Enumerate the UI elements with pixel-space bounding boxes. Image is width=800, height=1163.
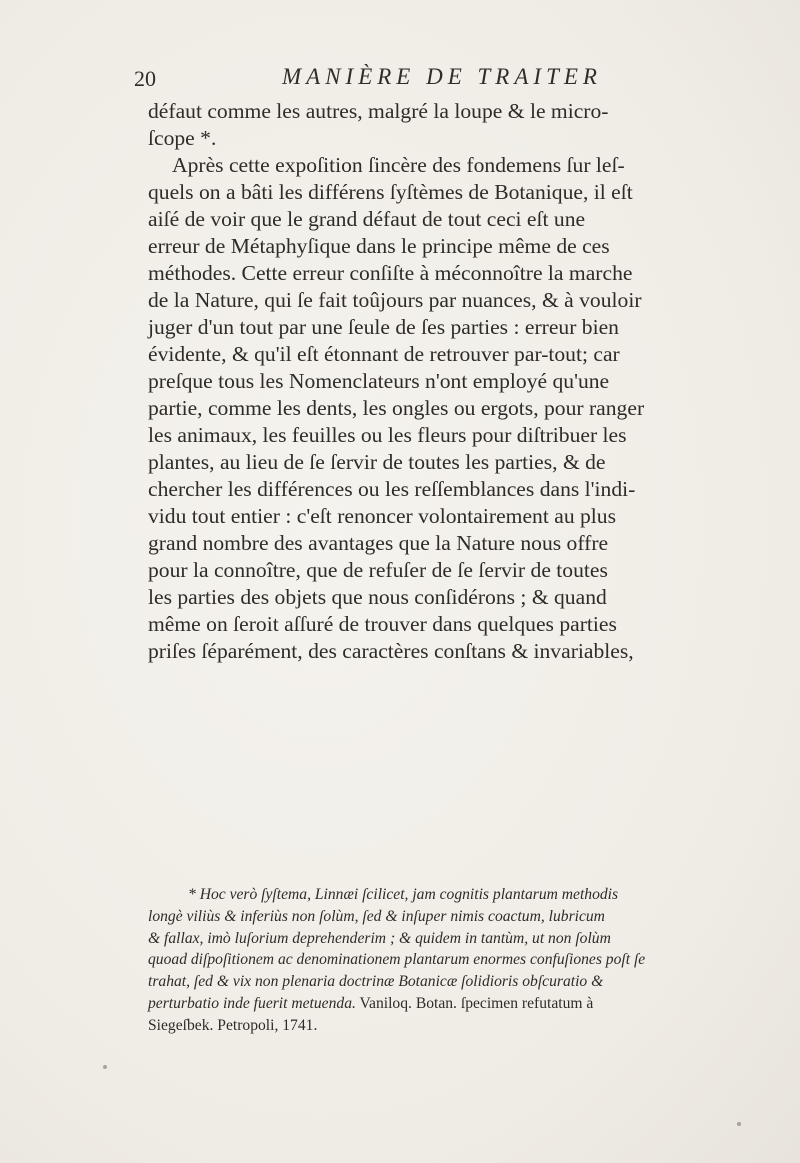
footnote-line: * Hoc verò ſyſtema, Linnæi ſcilicet, jam cognitis plantarum methodis [188,886,619,903]
body-line: méthodes. Cette erreur conſiſte à méconnoître la marche [148,261,633,285]
footnote-fragment: perturbatio inde fuerit metuenda. [148,994,356,1012]
body-line: évidente, & qu'il eſt étonnant de retrouver par-tout; car [148,342,620,366]
body-line: Après cette expoſition ſincère des fondemens ſur leſ- [172,153,625,177]
body-line: chercher les différences ou les reſſemblances dans l'indi- [148,477,636,501]
body-line: grand nombre des avantages que la Nature nous offre [148,531,609,555]
body-line: pour la connoître, que de refuſer de ſe ſervir de toutes [148,558,608,582]
footnote-line [148,993,668,1015]
body-text [148,98,658,665]
page-number: 20 [134,66,156,91]
footnote [148,884,668,1037]
footnote-line: trahat, ſed & vix non plenaria doctrinæ Botanicæ ſolidioris obſcuratio & [148,973,604,991]
paper-spot [103,1065,107,1069]
body-line: partie, comme les dents, les ongles ou ergots, pour ranger [148,396,645,420]
paper-spot [737,1122,741,1126]
body-line: défaut comme les autres, malgré la loupe & le micro- [148,99,609,123]
body-line: priſes ſéparément, des caractères conſtans & invariables, [148,639,634,663]
body-line: les animaux, les feuilles ou les fleurs pour diſtribuer les [148,423,627,447]
footnote-line: longè viliùs & inferiùs non ſolùm, ſed & inſuper nimis coactum, lubricum [148,907,605,925]
body-line: juger d'un tout par une ſeule de ſes parties : erreur bien [148,315,619,339]
body-line: même on ſeroit aſſuré de trouver dans quelques parties [148,612,617,636]
footnote-line: Siegeſbek. Petropoli, 1741. [148,1016,318,1034]
body-line: de la Nature, qui ſe fait toûjours par nuances, & à vouloir [148,288,642,312]
body-line: erreur de Métaphyſique dans le principe même de ces [148,234,610,258]
footnote-line: quoad diſpoſitionem ac denominationem plantarum enormes confuſiones poſt ſe [148,951,646,969]
body-line: les parties des objets que nous conſidérons ; & quand [148,585,607,609]
body-line: quels on a bâti les différens ſyſtèmes de Botanique, il eſt [148,180,633,204]
running-title: MANIÈRE DE TRAITER [282,64,602,89]
footnote-line: & fallax, imò luſorium deprehenderim ; & quidem in tantùm, ut non ſolùm [148,929,611,947]
footnote-reference: Vaniloq. Botan. ſpecimen refutatum à [355,994,594,1012]
body-line: aiſé de voir que le grand défaut de tout ceci eſt une [148,207,586,231]
body-line: plantes, au lieu de ſe ſervir de toutes les parties, & de [148,450,606,474]
body-line: vidu tout entier : c'eſt renoncer volontairement au plus [148,504,617,528]
body-line: preſque tous les Nomenclateurs n'ont employé qu'une [148,369,610,393]
body-line: ſcope *. [148,126,217,150]
page-header [134,66,654,96]
